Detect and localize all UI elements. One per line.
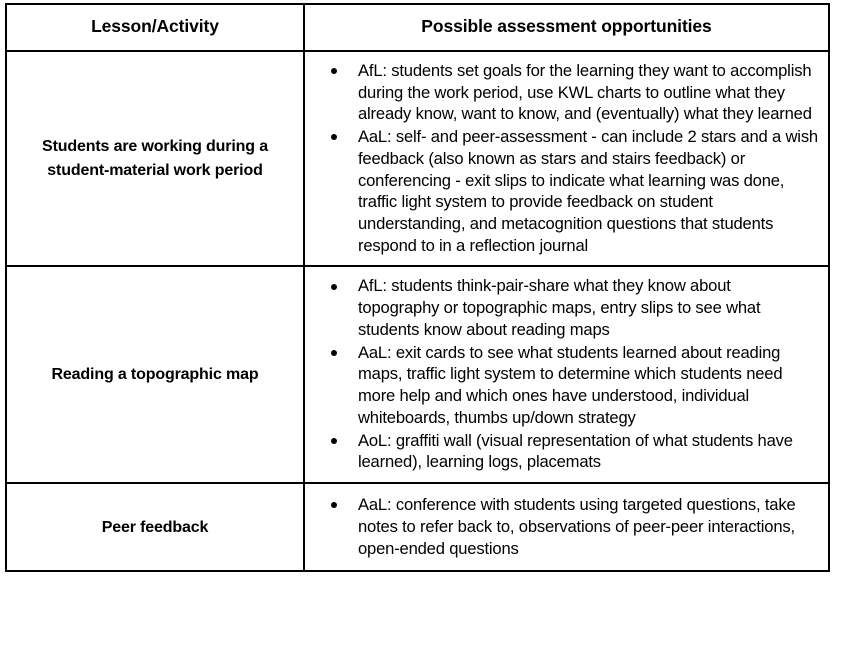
assessment-opportunities-table <box>5 3 830 572</box>
bullet-icon <box>331 502 337 508</box>
list-item-text: AaL: self- and peer-assessment - can include 2 stars and a wish feedback (also known as stars and stairs feedback) or conferencing - exit slips to indicate what learning was done, traffic light system to provide feedback on student understanding, and metacognition questions that students respond to in a reflection journal <box>358 127 818 255</box>
list-item-text: AaL: exit cards to see what students learned about reading maps, traffic light system to determine which students need more help and which ones have understood, individual whiteboards, thumbs up/down strategy <box>358 342 783 427</box>
assessment-opportunities-list <box>315 275 812 473</box>
lesson-activity-cell: Peer feedback <box>6 483 304 571</box>
table-body <box>6 51 829 571</box>
bullet-icon <box>331 284 337 290</box>
assessment-opportunities-cell <box>304 266 829 483</box>
list-item-text: AoL: graffiti wall (visual representation of what students have learned), learning logs, placemats <box>358 430 793 472</box>
table-header <box>6 4 829 51</box>
assessment-opportunities-list <box>315 60 822 257</box>
column-header-possible-assessment-opportunities: Possible assessment opportunities <box>304 4 829 51</box>
list-item <box>315 275 812 340</box>
list-item <box>315 60 822 125</box>
list-item-text: AfL: students think-pair-share what they know about topography or topographic maps, entry slips to see what students know about reading maps <box>358 276 761 339</box>
column-header-lesson-activity: Lesson/Activity <box>6 4 304 51</box>
table-row <box>6 483 829 571</box>
bullet-icon <box>331 134 337 140</box>
assessment-opportunities-cell <box>304 483 829 571</box>
bullet-icon <box>331 438 337 444</box>
lesson-activity-cell: Reading a topographic map <box>6 266 304 483</box>
assessment-opportunities-list <box>315 494 814 559</box>
list-item <box>315 126 822 256</box>
bullet-icon <box>331 350 337 356</box>
table-row <box>6 51 829 267</box>
bullet-icon <box>331 68 337 74</box>
table-header-row <box>6 4 829 51</box>
lesson-activity-cell: Students are working during a student-material work period <box>6 51 304 267</box>
list-item <box>315 494 814 559</box>
table-row <box>6 266 829 483</box>
list-item-text: AaL: conference with students using targeted questions, take notes to refer back to, observations of peer-peer interactions, open-ended questions <box>358 495 796 558</box>
list-item <box>315 342 812 429</box>
list-item <box>315 430 812 473</box>
assessment-opportunities-cell <box>304 51 829 267</box>
list-item-text: AfL: students set goals for the learning they want to accomplish during the work period, use KWL charts to outline what they already know, want to know, and (eventually) what they learned <box>358 60 812 124</box>
